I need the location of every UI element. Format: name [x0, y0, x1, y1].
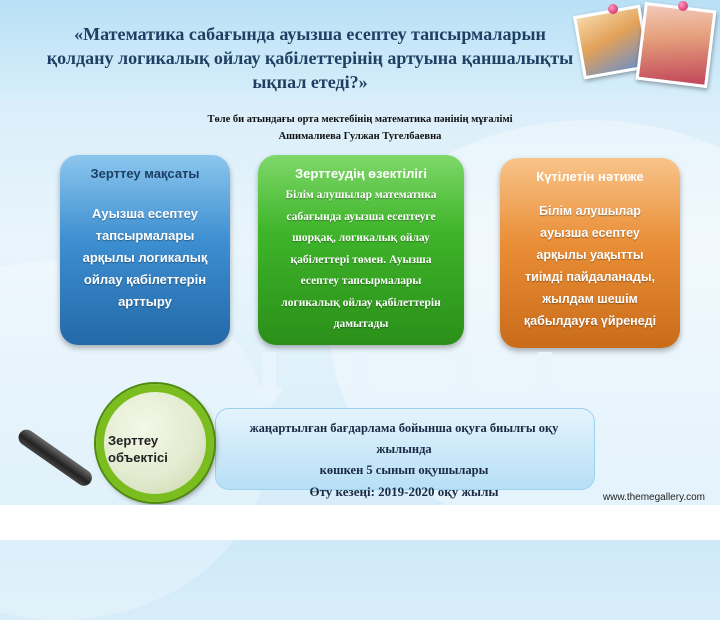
card-line: логикалық ойлау қабілеттерін [281, 296, 441, 309]
author-name: Ашималиева Гулжан Тугелбаевна [278, 131, 442, 142]
card-line: Білім алушылар математика [285, 189, 437, 201]
card-line: ауызша есептеу [540, 226, 640, 240]
pushpin-icon [608, 4, 618, 14]
card-line: шорқақ, логикалық ойлау [292, 232, 430, 244]
card-line: Білім алушылар [539, 204, 641, 218]
card-body [266, 185, 456, 336]
arrow-down-icon [531, 388, 559, 408]
card-line: арқылы логикалық [82, 250, 208, 265]
photo-schoolgirl [636, 2, 717, 88]
card-line: жылдам шешім [542, 292, 638, 306]
connector-arrow [538, 352, 552, 390]
footer-website: www.themegallery.com [602, 492, 705, 503]
pushpin-icon [678, 1, 688, 11]
card-line: қабілеттері төмен. Ауызша [290, 253, 432, 266]
card-body [508, 200, 672, 332]
title-line: ықпал етеді?» [252, 72, 368, 92]
arrow-down-icon [347, 388, 375, 408]
card-line: дамытады [333, 318, 389, 330]
slide-title [40, 22, 580, 94]
card-line: қабылдауға үйренеді [523, 314, 657, 328]
card-line: ойлау қабілеттерін [83, 272, 207, 287]
card-expected-result [500, 158, 680, 348]
card-header: Зерттеу мақсаты [90, 166, 200, 181]
label-line: Зерттеу [108, 433, 159, 448]
arrow-down-icon [448, 388, 476, 408]
arrow-down-icon [255, 388, 283, 408]
card-line: есептеу тапсырмалары [300, 275, 422, 287]
research-object-text [222, 418, 586, 502]
card-line: тапсырмалары [95, 228, 195, 243]
connector-arrow [354, 352, 368, 390]
label-line: объектісі [108, 450, 168, 465]
object-line: көшкен 5 сынып оқушылары [319, 463, 489, 477]
card-body [68, 203, 222, 313]
connector-arrow [455, 352, 469, 390]
card-line: арқылы уақытты [536, 248, 644, 262]
slide-bottom-margin [0, 505, 720, 540]
card-line: Ауызша есептеу [92, 206, 198, 221]
card-line: тиімді пайдаланады, [525, 270, 655, 284]
card-line: сабағында ауызша есептеуге [286, 210, 436, 223]
object-period: Өту кезеңі: 2019-2020 оқу жылы [309, 484, 499, 499]
research-object-label [108, 432, 198, 466]
author-school: Төле би атындағы орта мектебінің математика пәнінің мұғалімі [207, 114, 513, 125]
card-line: арттыру [118, 294, 172, 309]
card-header: Зерттеудің өзектілігі [294, 166, 427, 181]
title-line: «Математика сабағында ауызша есептеу тапсырмаларын [74, 24, 546, 44]
card-research-purpose [60, 155, 230, 345]
object-line: жаңартылған бағдарлама бойынша оқуға биылғы оқу жылында [249, 421, 559, 456]
card-research-relevance [258, 155, 464, 345]
card-header: Күтілетін нәтиже [536, 169, 644, 184]
author-info [170, 111, 550, 145]
title-line: қолдану логикалық ойлау қабілеттерінің артуына қаншалықты [46, 48, 574, 68]
connector-arrow [262, 352, 276, 390]
